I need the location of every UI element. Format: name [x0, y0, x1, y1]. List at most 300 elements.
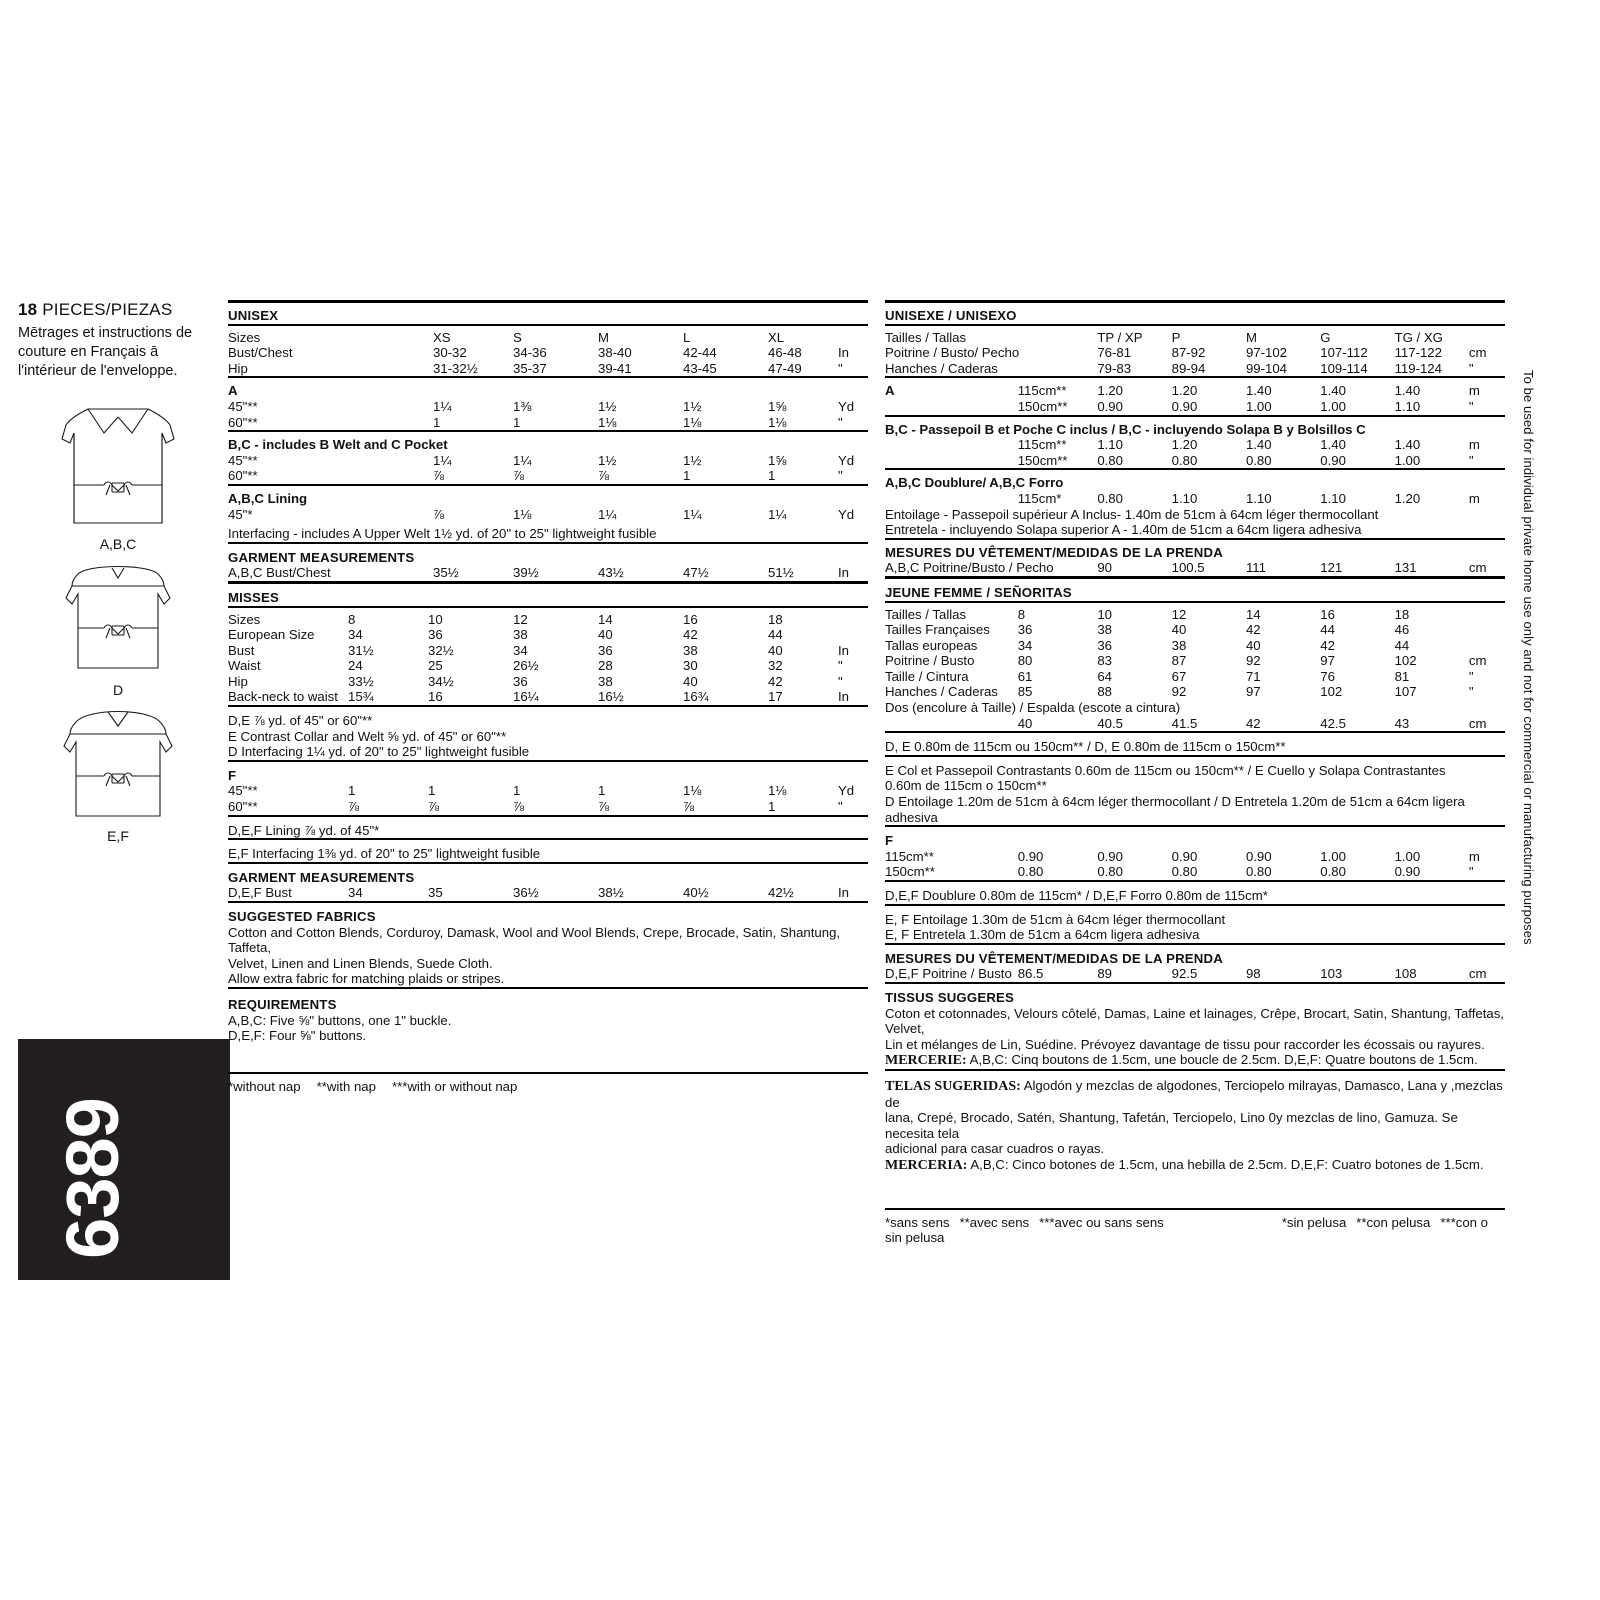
unit-cell: " [838, 658, 843, 674]
row-label: A,B,C Bust/Chest [228, 565, 331, 581]
cell: 14 [598, 611, 613, 627]
cell: 1⅝ [768, 452, 787, 468]
footnote-con-o-sin-pelusa: ***con o sin pelusa [885, 1214, 1489, 1246]
cell: 40½ [683, 885, 709, 901]
cell: 36 [513, 673, 528, 689]
cell: 40 [598, 627, 613, 643]
entretela-note-es: Entretela - incluyendo Solapa superior A - 1.40m de 51cm a 64cm ligera adhesiva [885, 522, 1362, 538]
cell: 1⅛ [598, 414, 617, 430]
cell: 97 [1320, 653, 1335, 669]
pattern-number-block [18, 1039, 230, 1280]
section-f-heading-fr: F [885, 833, 894, 849]
footnote-sin-pelusa: *sin pelusa [1281, 1214, 1347, 1230]
row-label: Tailles Françaises [885, 622, 990, 638]
cell: 107 [1394, 684, 1417, 700]
cell: 42½ [768, 885, 794, 901]
table-row [228, 565, 868, 582]
copyright-notice: To be used for individual private home use only and not for commercial or manufacturing purposes [1521, 370, 1536, 945]
cell: 87 [1171, 653, 1187, 669]
telas-line-2: lana, Crepé, Brocado, Satén, Shantung, Tafetán, Terciopelo, Lino 0y mezclas de lino, Gamuza. Se necesita tela [885, 1110, 1458, 1141]
cell: 38 [1171, 637, 1187, 653]
cell: 1.40 [1394, 437, 1421, 453]
cell: 1⅛ [683, 414, 702, 430]
ecol-note-line1: E Col et Passepoil Contrastants 0.60m de 115cm ou 150cm** / E Cuello y Solapa Contrastantes [885, 762, 1446, 778]
cell: 36 [1097, 637, 1112, 653]
row-label: Tallas europeas [885, 637, 978, 653]
table-row [885, 453, 1505, 470]
footnote-without-nap: *without nap [228, 1078, 301, 1094]
cell: 88 [1097, 684, 1112, 700]
unit-cell: m [1468, 437, 1480, 453]
cell: 44 [768, 627, 783, 643]
french-spanish-requirements-table [885, 300, 1505, 1246]
cell: 32½ [428, 642, 454, 658]
cell: 46 [1394, 622, 1410, 638]
table-row [885, 622, 1505, 638]
cell: 0.90 [1017, 848, 1044, 864]
cell: M [1245, 329, 1257, 345]
cell: 31½ [348, 642, 374, 658]
row-label: Back-neck to waist [228, 689, 338, 705]
table-row [885, 437, 1505, 453]
def-lining-note-fr: D,E,F Doublure 0.80m de 115cm* / D,E,F Forro 0.80m de 115cm* [885, 888, 1268, 903]
cell: 36 [428, 627, 443, 643]
table-row [228, 415, 868, 432]
cell: 0.90 [1245, 848, 1272, 864]
requirements-line-1: A,B,C: Five ⅝" buttons, one 1" buckle. [228, 1012, 452, 1028]
cell: 34 [1017, 637, 1033, 653]
cell: 1.20 [1097, 383, 1123, 399]
telas-line-3: adicional para casar cuadros o rayas. [885, 1141, 1105, 1157]
unit-cell: cm [1468, 560, 1487, 576]
cell: 12 [1171, 606, 1187, 622]
cell: ⅞ [513, 799, 524, 815]
illustration-abc [18, 399, 218, 552]
de-note-3: D Interfacing 1¼ yd. of 20" to 25" lightweight fusible [228, 744, 530, 760]
cell: 1¼ [683, 506, 702, 522]
cell: 40 [1245, 637, 1261, 653]
ecol-note-line2: 0.60m de 115cm o 150cm** [885, 778, 1047, 794]
cell: 0.80 [1171, 452, 1198, 468]
french-instructions-note: Mētrages et instructions de couture en Français ā l'intérieur de l'enveloppe. [18, 324, 193, 379]
cell: 17 [768, 689, 783, 705]
misses-heading: MISSES [228, 589, 280, 605]
row-label: Bust/Chest [228, 345, 293, 361]
row-label: Poitrine / Busto/ Pecho [885, 345, 1020, 361]
table-row [885, 399, 1505, 416]
cell: 24 [348, 658, 363, 674]
cell: 1¼ [768, 506, 787, 522]
cell: 0.80 [1245, 864, 1272, 880]
table-row [228, 783, 868, 799]
cell: 109-114 [1320, 360, 1368, 376]
cell: 38-40 [598, 345, 632, 361]
cell: 28 [598, 658, 613, 674]
pieces-count-line [18, 300, 218, 320]
table-row [885, 653, 1505, 669]
width-label: 115cm* [1017, 490, 1062, 506]
table-row [228, 330, 868, 346]
de-note-2: E Contrast Collar and Welt ⅝ yd. of 45" or 60"** [228, 728, 507, 744]
merceria-label: MERCERIA: [885, 1157, 968, 1173]
cell: 12 [513, 611, 528, 627]
illustration-d [18, 558, 218, 698]
cell: 1.00 [1394, 452, 1421, 468]
cell: 35-37 [513, 360, 547, 376]
cell: 1 [768, 468, 776, 484]
cell: 16¾ [683, 689, 709, 705]
unit-cell: Yd [838, 783, 855, 799]
cell: XS [433, 329, 451, 345]
unit-cell [1469, 622, 1505, 638]
table-row [228, 345, 868, 361]
table-row [228, 885, 868, 902]
cell: 42 [1320, 637, 1335, 653]
mercerie-line [885, 1052, 1505, 1070]
cell: 32 [768, 658, 783, 674]
cell: 16¼ [513, 689, 539, 705]
unit-cell: Yd [838, 398, 855, 414]
merceria-text: A,B,C: Cinco botones de 1.5cm, una hebilla de 2.5cm. D,E,F: Cuatro botones de 1.5cm. [967, 1156, 1484, 1172]
unit-cell [838, 330, 868, 346]
cell: 103 [1320, 966, 1343, 982]
cell: 8 [348, 611, 356, 627]
cell: 18 [1394, 606, 1410, 622]
cell: 16½ [598, 689, 624, 705]
table-row [228, 453, 868, 469]
ef-entretela-es: E, F Entretela 1.30m de 51cm a 64cm ligera adhesiva [885, 927, 1200, 943]
cell: 81 [1394, 668, 1410, 684]
cell: 0.80 [1017, 864, 1044, 880]
cell: ⅞ [348, 799, 359, 815]
cell: 1½ [683, 452, 702, 468]
cell: 1½ [598, 452, 617, 468]
d-entoilage-line2: adhesiva [885, 809, 938, 825]
row-label: Waist [228, 658, 261, 674]
cell: 43-45 [683, 360, 717, 376]
cell: 38½ [598, 885, 624, 901]
cell: 92.5 [1171, 966, 1198, 982]
cell: 44 [1394, 637, 1410, 653]
table-row [228, 799, 868, 816]
cell: 0.80 [1320, 864, 1346, 880]
cell: 86.5 [1017, 966, 1044, 982]
unit-cell: In [838, 642, 849, 658]
illustration-label-d: D [112, 681, 124, 698]
cell: 35½ [433, 565, 459, 581]
cell: 42 [1245, 715, 1261, 731]
cell: 119-124 [1394, 360, 1442, 376]
cell: 1⅛ [768, 414, 787, 430]
misses-size-table [228, 612, 868, 1095]
unisex-heading: UNISEX [228, 308, 279, 323]
cell: 42 [683, 627, 698, 643]
garment-measurements-heading-2: GARMENT MEASUREMENTS [228, 869, 415, 885]
table-row [228, 399, 868, 415]
cell: 1⅝ [768, 398, 787, 414]
cell: 1⅛ [768, 783, 787, 799]
unit-cell: " [838, 414, 843, 430]
de-note-fr: D, E 0.80m de 115cm ou 150cm** / D, E 0.80m de 115cm o 150cm** [885, 739, 1286, 755]
table-row [885, 864, 1505, 881]
illustration-ef [18, 704, 218, 844]
cell: 1.10 [1245, 490, 1272, 506]
cell: 80 [1017, 653, 1033, 669]
cell: 1 [433, 414, 441, 430]
table-row [228, 689, 868, 706]
d-entoilage-line1: D Entoilage 1.20m de 51cm à 64cm léger thermocollant / D Entretela 1.20m de 51cm a 64cm ligera [885, 794, 1465, 810]
cell: TG / XG [1394, 329, 1443, 345]
garment-measurements-heading: GARMENT MEASUREMENTS [228, 549, 415, 565]
cell: 42 [1245, 622, 1261, 638]
cell: ⅞ [598, 468, 609, 484]
cell: 34 [513, 642, 528, 658]
cell: 1.20 [1394, 490, 1421, 506]
cell: 14 [1245, 606, 1261, 622]
cell: 36½ [513, 885, 539, 901]
cell: 97-102 [1245, 345, 1288, 361]
cell: 0.80 [1171, 864, 1198, 880]
cell: 89-94 [1171, 360, 1206, 376]
unit-cell: " [838, 799, 843, 815]
unit-cell: " [1468, 684, 1474, 700]
row-label: 115cm** [885, 848, 934, 864]
row-label [885, 437, 1018, 453]
width-label: 115cm** [1017, 383, 1067, 399]
cell: 8 [1017, 606, 1026, 622]
cell: 85 [1017, 684, 1033, 700]
pattern-number: 6389 [51, 1098, 134, 1259]
cell: 43½ [598, 565, 624, 581]
telas-sugeridas-label: TELAS SUGERIDAS: [885, 1078, 1021, 1094]
cell: 0.90 [1097, 848, 1123, 864]
cell: ⅞ [513, 468, 524, 484]
cell: P [1171, 329, 1181, 345]
cell: 100.5 [1171, 560, 1205, 576]
cell: 121 [1320, 560, 1343, 576]
requirements-heading: REQUIREMENTS [228, 996, 337, 1012]
cell: 16 [683, 611, 698, 627]
cell: 1 [513, 783, 521, 799]
cell: 111 [1245, 560, 1266, 576]
fabrics-line-1: Cotton and Cotton Blends, Corduroy, Damask, Wool and Wool Blends, Crepe, Brocade, Satin, Shantung, Taffeta, [228, 924, 841, 956]
cell: 51½ [768, 565, 794, 581]
table-row [228, 658, 868, 674]
cell: 71 [1245, 668, 1261, 684]
cell: 1 [428, 783, 436, 799]
section-a-heading-fr: A [885, 383, 895, 399]
cell: 1.00 [1320, 848, 1346, 864]
row-label: 45"** [228, 452, 258, 468]
cell: 47½ [683, 565, 709, 581]
cell: 35 [428, 885, 443, 901]
telas-line-1 [885, 1078, 1505, 1110]
cell: ⅞ [683, 799, 694, 815]
footnotes-fr-es [885, 1215, 1505, 1246]
cell: 87-92 [1171, 345, 1206, 361]
cell: 79-83 [1097, 360, 1132, 376]
cell: G [1320, 329, 1331, 345]
cell: 43 [1394, 715, 1410, 731]
row-label: 60"** [228, 799, 258, 815]
suggested-fabrics-heading: SUGGESTED FABRICS [228, 909, 376, 924]
cell: 1 [598, 783, 606, 799]
row-label: 45"** [228, 398, 258, 414]
cell: 31-32½ [433, 360, 478, 376]
vest-ef-drawing [48, 704, 188, 826]
footnote-sans-sens: *sans sens [885, 1214, 950, 1230]
cell: 0.80 [1245, 452, 1272, 468]
cell: 10 [428, 611, 443, 627]
unit-cell: cm [1468, 345, 1487, 361]
row-label: A,B,C Poitrine/Busto / Pecho [885, 560, 1054, 576]
row-label: Tailles / Tallas [885, 606, 967, 622]
table-row [228, 627, 868, 643]
mesures-heading-2: MESURES DU VÊTEMENT/MEDIDAS DE LA PRENDA [885, 950, 1223, 966]
cell: 25 [428, 658, 443, 674]
cell: 47-49 [768, 360, 802, 376]
cell: 46-48 [768, 345, 802, 361]
vest-d-drawing [48, 558, 188, 680]
cell: 39½ [513, 565, 539, 581]
row-label [885, 453, 1018, 470]
cell: 1.20 [1171, 437, 1198, 453]
cell: 16 [428, 689, 443, 705]
row-label: Hip [228, 360, 248, 376]
unisexe-heading: UNISEXE / UNISEXO [885, 308, 1017, 323]
cell: 1.40 [1394, 383, 1421, 399]
unit-cell: Yd [838, 452, 855, 468]
unit-cell: cm [1468, 653, 1487, 669]
unit-cell [838, 612, 868, 628]
cell: 76-81 [1097, 345, 1132, 361]
section-a-heading: A [228, 383, 238, 399]
table-row [228, 612, 868, 628]
table-row [885, 849, 1505, 865]
cell: ⅞ [428, 799, 439, 815]
cell: 40 [768, 642, 783, 658]
cell: 15¾ [348, 689, 374, 705]
table-row [885, 966, 1505, 983]
table-row [885, 491, 1505, 507]
pieces-count: 18 [18, 300, 38, 319]
cell: 0.80 [1097, 490, 1123, 506]
cell: M [598, 329, 609, 345]
mesures-heading: MESURES DU VÊTEMENT/MEDIDAS DE LA PRENDA [885, 544, 1223, 560]
cell: 89 [1097, 966, 1112, 982]
de-note-1: D,E ⅞ yd. of 45" or 60"** [228, 713, 373, 729]
cell: 1¼ [513, 452, 532, 468]
cell: 36 [598, 642, 613, 658]
row-label: D,E,F Bust [228, 885, 292, 901]
ef-interfacing-note: E,F Interfacing 1⅜ yd. of 20" to 25" lightweight fusible [228, 846, 541, 862]
cell: 38 [598, 673, 613, 689]
footnote-con-pelusa: **con pelusa [1356, 1214, 1431, 1230]
unit-cell: In [838, 885, 849, 901]
unit-cell: " [1468, 452, 1474, 468]
footnotes-english [228, 1079, 868, 1095]
cell: 1.10 [1320, 490, 1346, 506]
cell: 42 [768, 673, 783, 689]
ef-entoilage-fr: E, F Entoilage 1.30m de 51cm à 64cm léger thermocollant [885, 911, 1226, 927]
cell: 36 [1017, 622, 1033, 638]
width-label: 115cm** [1017, 437, 1067, 453]
unit-cell [838, 627, 868, 643]
cell: 30-32 [433, 345, 467, 361]
table-row [885, 669, 1505, 685]
telas-text-1: Algodón y mezclas de algodones, Terciopelo milrayas, Damasco, Lana y ,mezclas de [885, 1077, 1503, 1110]
cell: 76 [1320, 668, 1335, 684]
cell: 38 [513, 627, 528, 643]
row-label: Tailles / Tallas [885, 329, 967, 345]
cell: 1 [513, 414, 521, 430]
fabrics-line-3: Allow extra fabric for matching plaids or stripes. [228, 971, 505, 987]
table-row [885, 684, 1505, 700]
cell: 42-44 [683, 345, 717, 361]
table-row [228, 643, 868, 659]
cell: 18 [768, 611, 783, 627]
unit-cell: " [1468, 398, 1474, 414]
cell: ⅞ [433, 468, 444, 484]
cell: 117-122 [1394, 345, 1442, 361]
table-row [228, 507, 868, 523]
section-lining-heading-fr: A,B,C Doublure/ A,B,C Forro [885, 475, 1064, 491]
footnote-avec-sens: **avec sens [959, 1214, 1030, 1230]
cell: 40 [683, 673, 698, 689]
cell: 90 [1097, 560, 1112, 576]
vest-abc-drawing [48, 399, 188, 534]
table-row [885, 560, 1505, 577]
cell: 67 [1171, 668, 1187, 684]
cell: 34½ [428, 673, 454, 689]
section-bc-heading: B,C - includes B Welt and C Pocket [228, 437, 448, 453]
footnote-with-or-without-nap: ***with or without nap [391, 1078, 518, 1094]
width-label: 150cm** [1017, 452, 1068, 468]
def-lining-note: D,E,F Lining ⅞ yd. of 45"* [228, 822, 380, 838]
unit-cell: m [1468, 383, 1480, 399]
cell: 1¼ [598, 506, 617, 522]
cell: 1½ [683, 398, 702, 414]
cell: 0.80 [1097, 452, 1123, 468]
row-label [885, 716, 1018, 733]
merceria-line [885, 1157, 1505, 1174]
cell: 98 [1245, 966, 1261, 982]
cell: 1.00 [1245, 398, 1272, 414]
cell: 1 [683, 468, 691, 484]
section-f-heading: F [228, 767, 237, 783]
table-row [885, 716, 1505, 733]
cell: 40.5 [1097, 715, 1123, 731]
row-label: 60"** [228, 414, 258, 430]
back-waist-label: Dos (encolure à Taille) / Espalda (escote a cintura) [885, 700, 1181, 716]
row-label: Hanches / Caderas [885, 360, 998, 376]
jeune-femme-heading: JEUNE FEMME / SEÑORITAS [885, 584, 1072, 600]
row-label: European Size [228, 627, 315, 643]
cell: 38 [683, 642, 698, 658]
cell: 40 [1017, 715, 1033, 731]
footnote-with-nap: **with nap [316, 1078, 376, 1094]
table-row [885, 330, 1505, 346]
unit-cell: In [838, 565, 849, 581]
cell: ⅞ [433, 506, 444, 522]
cell: 1.10 [1171, 490, 1198, 506]
table-row [885, 607, 1505, 623]
cell: 1¼ [433, 452, 452, 468]
row-label [885, 491, 1018, 507]
row-label: 150cm** [885, 864, 935, 880]
cell: 34 [348, 885, 363, 901]
cell: 33½ [348, 673, 374, 689]
